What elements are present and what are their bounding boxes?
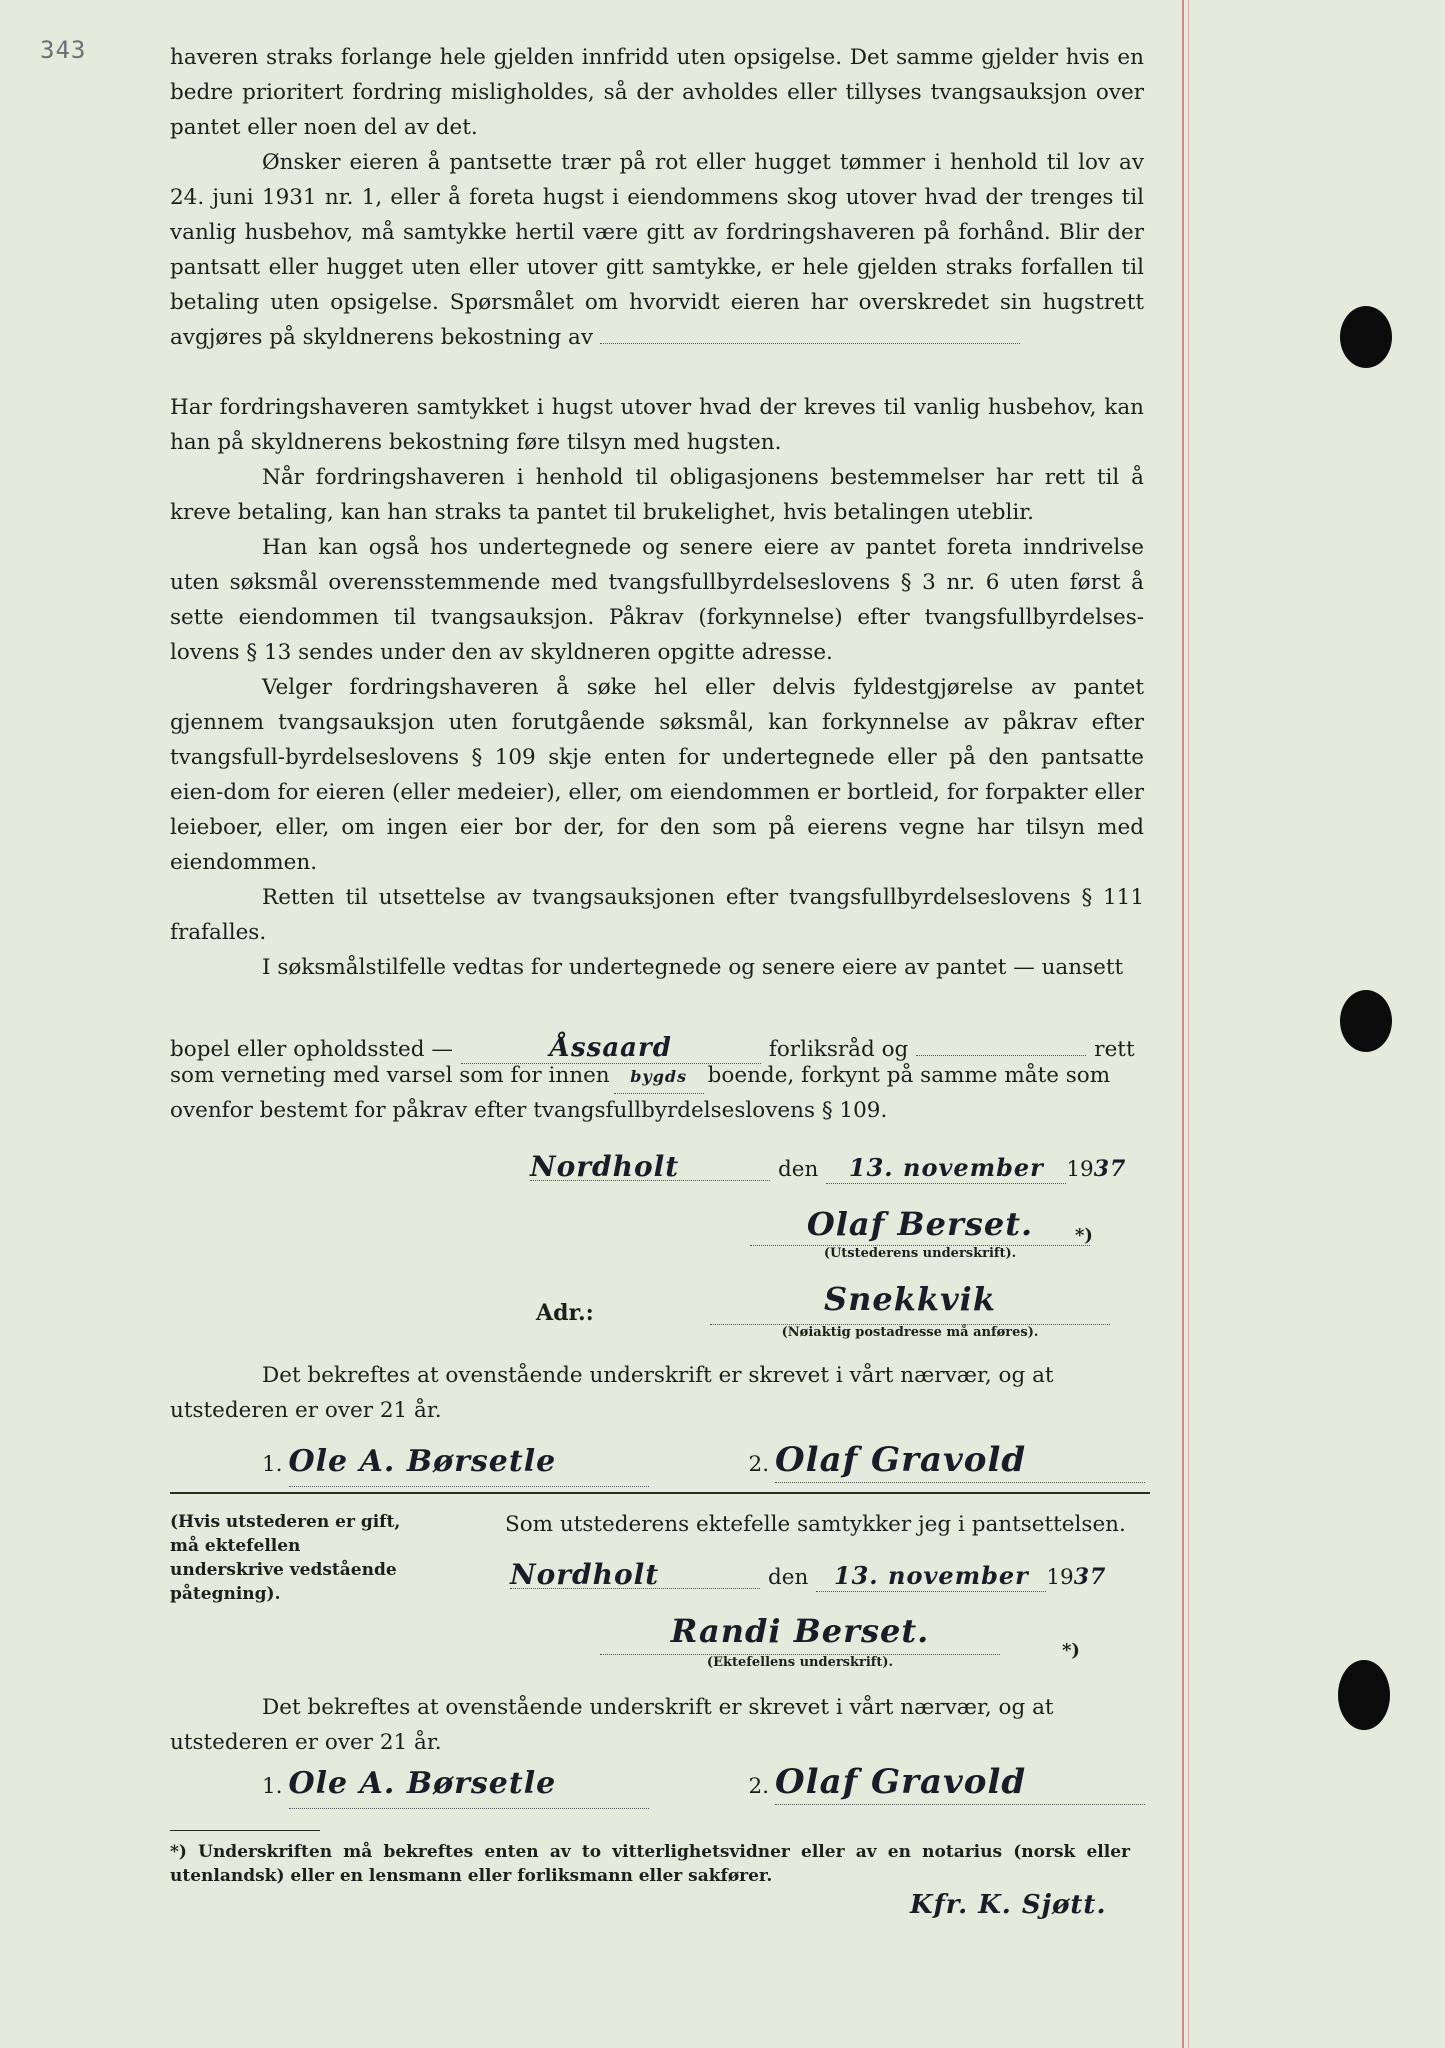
footnote-rule bbox=[170, 1830, 320, 1831]
body-text bbox=[170, 40, 1144, 985]
forliksrad-field: Åssaard bbox=[461, 1033, 761, 1064]
forliksrad-label: forliksråd og bbox=[768, 1037, 909, 1062]
spouse-asterisk: *) bbox=[1062, 1640, 1080, 1661]
paragraph: Har fordringshaveren samtykket i hugst utover hvad der kreves til vanlig husbehov, kan han på skyldnerens bekostning føre tilsyn med hugsten. bbox=[170, 395, 1144, 455]
venue-line bbox=[170, 1025, 1144, 1064]
paragraph: haveren straks forlange hele gjelden innfridd uten opsigelse. Det samme gjelder hvis en bedre prioritert fordring misligholdes, så der avholdes eller tillyses tvangsauksjon over pantet eller noen del av det. bbox=[170, 45, 1144, 140]
verneting-field: bygds bbox=[614, 1063, 704, 1094]
spouse-consent: Som utstederens ektefelle samtykker jeg i pantsettelsen. bbox=[505, 1512, 1126, 1537]
spouse-side-note: (Hvis utstederen er gift, må ektefellen underskrive vedstående påtegning). bbox=[170, 1512, 401, 1604]
paragraph: Velger fordringshaveren å søke hel eller delvis fyldestgjørelse av pantet gjennem tvangsauksjon uten forutgående søksmål, kan forkynnelse av påkrav efter tvangsfull-byrdelseslovens § 109 skje enten for undertegnede eller på den pantsatte eien-dom for eieren (eller medeier), eller, om eiendommen er bortleid, for forpakter eller leieboer, eller, om ingen eier bor der, for den som på eierens vegne har tilsyn med eiendommen. bbox=[170, 675, 1144, 875]
witness-1-statement: Det bekreftes at ovenstående underskrift er skrevet i vårt nærvær, og at utstederen er over 21 år. bbox=[170, 1363, 1054, 1423]
witness-1-signatures: 1. Ole A. Børsetle 2. Olaf Gravold bbox=[262, 1440, 1145, 1487]
adr-label: Adr.: bbox=[536, 1300, 594, 1326]
spouse-signature-field bbox=[600, 1612, 1000, 1655]
issuer-place-field: Nordholt bbox=[530, 1150, 770, 1181]
issuer-asterisk: *) bbox=[1075, 1225, 1093, 1246]
verneting-line: som verneting med varsel som for innen bygds boende, forkynt på samme måte som bbox=[170, 1063, 1144, 1094]
blank-line bbox=[600, 343, 1020, 344]
witness-2-statement: Det bekreftes at ovenstående underskrift er skrevet i vårt nærvær, og at utstederen er over 21 år. bbox=[170, 1695, 1054, 1755]
witness-2-sig-2: Olaf Gravold bbox=[775, 1762, 1145, 1805]
bopel-label: bopel eller opholdssted — bbox=[170, 1037, 453, 1062]
address-value: Snekkvik bbox=[824, 1280, 996, 1318]
binder-hole bbox=[1340, 306, 1392, 368]
issuer-signature-block bbox=[740, 1205, 1100, 1261]
spouse-year: 37 bbox=[1073, 1564, 1107, 1590]
page-number: 343 bbox=[40, 36, 87, 64]
binder-hole bbox=[1338, 1660, 1390, 1730]
spouse-signature-caption: (Ektefellens underskrift). bbox=[706, 1655, 894, 1670]
issuer-date-line: Nordholt den 13. november 19 37 bbox=[530, 1150, 1127, 1183]
paragraph: Retten til utsettelse av tvangsauksjonen efter tvangsfullbyrdelseslovens § 111 frafalles. bbox=[170, 885, 1144, 945]
paragraph: Ønsker eieren å pantsette trær på rot eller hugget tømmer i henhold til lov av 24. juni 1931 nr. 1, eller å foreta hugst i eiendommens skog utover hvad der trenges til vanlig husbehov, må samtykke hertil være gitt av fordringshaveren på forhånd. Blir der pantsatt eller hugget uten eller utover gitt samtykke, er hele gjelden straks forfallen til betaling uten opsigelse. Spørsmålet om hvorvidt eieren har overskredet sin hugstrett avgjøres på skyldnerens bekostning av bbox=[170, 150, 1144, 350]
binder-hole bbox=[1340, 990, 1392, 1052]
witness-2-sig-1: Ole A. Børsetle bbox=[289, 1766, 649, 1809]
witness-2-signatures: 1. Ole A. Børsetle 2. Olaf Gravold bbox=[262, 1762, 1145, 1809]
rett-field bbox=[916, 1025, 1086, 1056]
witness-1-sig-1: Ole A. Børsetle bbox=[289, 1444, 649, 1487]
paragraph: Han kan også hos undertegnede og senere eiere av pantet foreta inndrivelse uten søksmål overensstemmende med tvangsfullbyrdelseslovens § 3 nr. 6 uten først å sette eiendommen til tvangsauksjon. Påkrav (forkynnelse) efter tvangsfullbyrdelses-lovens § 13 sendes under den av skyldneren opgitte adresse. bbox=[170, 535, 1144, 665]
issuer-signature-caption: (Utstederens underskrift). bbox=[823, 1246, 1017, 1261]
witness-1-sig-2: Olaf Gravold bbox=[775, 1440, 1145, 1483]
address-field bbox=[710, 1280, 1110, 1325]
spouse-signature: Randi Berset. bbox=[670, 1612, 930, 1650]
paragraph: Når fordringshaveren i henhold til obligasjonens bestemmelser har rett til å kreve betaling, kan han straks ta pantet til brukelighet, hvis betalingen uteblir. bbox=[170, 465, 1144, 525]
spouse-date-field: 13. november bbox=[816, 1561, 1046, 1592]
spouse-date-line: Nordholt den 13. november 19 37 bbox=[510, 1558, 1107, 1591]
issuer-signature-field bbox=[750, 1205, 1090, 1246]
rett-label: rett bbox=[1094, 1037, 1135, 1062]
address-block bbox=[700, 1280, 1120, 1340]
clerk-initials: Kfr. K. Sjøtt. bbox=[910, 1890, 1107, 1920]
margin-rule-secondary bbox=[1188, 0, 1189, 2048]
footnote: *) Underskriften må bekreftes enten av to vitterlighetsvidner eller av en notarius (norsk eller utenlandsk) eller en lensmann eller forliksmann eller sakfører. bbox=[170, 1842, 1130, 1886]
address-caption: (Nøiaktig postadresse må anføres). bbox=[781, 1325, 1039, 1340]
venue-last-line: ovenfor bestemt for påkrav efter tvangsfullbyrdelseslovens § 109. bbox=[170, 1098, 888, 1123]
venue-intro: I søksmålstilfelle vedtas for undertegnede og senere eiere av pantet — uansett bbox=[262, 955, 1124, 980]
issuer-signature: Olaf Berset. bbox=[806, 1205, 1034, 1243]
margin-rule bbox=[1182, 0, 1184, 2048]
issuer-year: 37 bbox=[1093, 1156, 1127, 1182]
issuer-date-field: 13. november bbox=[826, 1153, 1066, 1184]
section-divider bbox=[170, 1492, 1150, 1494]
spouse-signature-block bbox=[590, 1612, 1010, 1670]
spouse-place-field: Nordholt bbox=[510, 1558, 760, 1589]
